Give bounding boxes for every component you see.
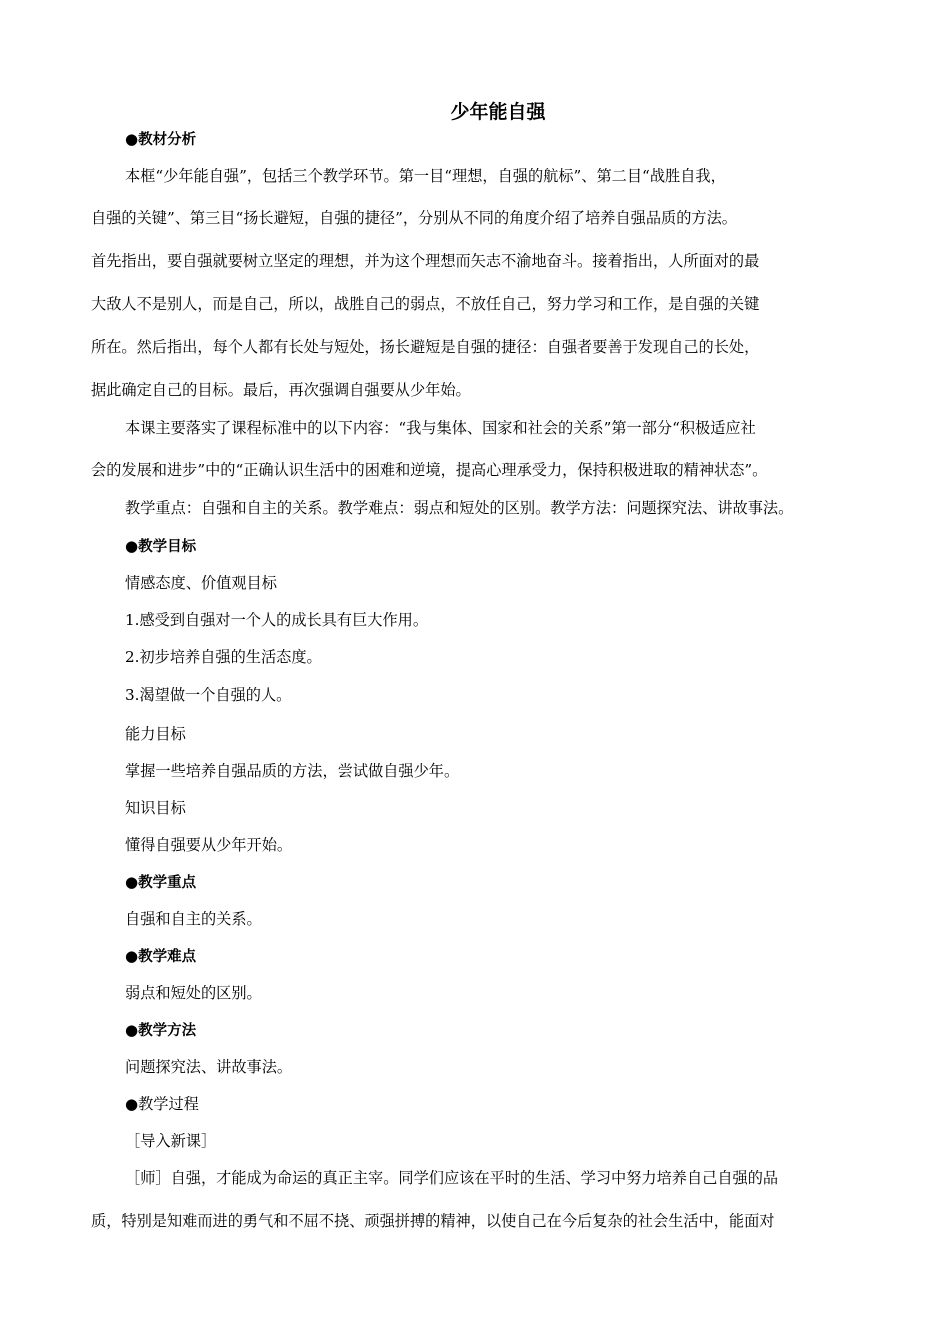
bullet-icon: ● [125,947,139,965]
section-heading-goals: ●教学目标 [125,537,197,555]
paragraph-line: 本课主要落实了课程标准中的以下内容：“我与集体、国家和社会的关系”第一部分“积极适应社 [125,419,756,437]
paragraph-line: 质，特别是知难而进的勇气和不屈不挠、顽强拼搏的精神，以使自己在今后复杂的社会生活中，能面对 [91,1212,775,1230]
goal-category-label: 能力目标 [125,725,186,743]
bullet-icon: ● [125,130,139,148]
paragraph-line: 自强的关键”、第三目“扬长避短，自强的捷径”，分别从不同的角度介绍了培养自强品质的方法。 [91,209,737,227]
bullet-icon: ● [125,1021,139,1039]
paragraph-line: ［师］自强，才能成为命运的真正主宰。同学们应该在平时的生活、学习中努力培养自己自强的品 [125,1169,779,1187]
goal-category-label: 知识目标 [125,799,186,817]
section-heading-process: ●教学过程 [125,1095,199,1113]
goal-text: 懂得自强要从少年开始。 [125,836,293,854]
goal-text: 掌握一些培养自强品质的方法，尝试做自强少年。 [125,762,460,780]
section-text: 弱点和短处的区别。 [125,984,262,1002]
section-text: 自强和自主的关系。 [125,910,262,928]
bullet-icon: ● [125,1095,139,1113]
section-heading-key: ●教学重点 [125,873,197,891]
paragraph-line: 大敌人不是别人，而是自己，所以，战胜自己的弱点，不放任自己，努力学习和工作，是自强的关键 [91,295,760,313]
paragraph-line: 教学重点：自强和自主的关系。教学难点：弱点和短处的区别。教学方法：问题探究法、讲故事法。 [125,499,794,517]
section-heading-method: ●教学方法 [125,1021,197,1039]
paragraph-line: 所在。然后指出，每个人都有长处与短处，扬长避短是自强的捷径：自强者要善于发现自己的长处， [91,338,760,356]
paragraph-line: 本框“少年能自强”，包括三个教学环节。第一目“理想，自强的航标”、第二目“战胜自我， [125,167,726,185]
goal-item: 2.初步培养自强的生活态度。 [125,648,322,666]
paragraph-line: 会的发展和进步”中的“正确认识生活中的困难和逆境，提高心理承受力，保持积极进取的精神状态”。 [91,461,768,479]
paragraph-line: 据此确定自己的目标。最后，再次强调自强要从少年始。 [91,381,471,399]
section-heading-difficulty: ●教学难点 [125,947,197,965]
goal-item: 3.渴望做一个自强的人。 [125,686,292,704]
page-title: 少年能自强 [450,101,546,123]
section-text: 问题探究法、讲故事法。 [125,1058,293,1076]
goal-category-label: 情感态度、价值观目标 [125,574,277,592]
paragraph-line: 首先指出，要自强就要树立坚定的理想，并为这个理想而矢志不渝地奋斗。接着指出，人所面对的最 [91,252,760,270]
goal-item: 1.感受到自强对一个人的成长具有巨大作用。 [125,611,429,629]
bullet-icon: ● [125,873,139,891]
bullet-icon: ● [125,537,139,555]
section-heading-analysis: ●教材分析 [125,130,197,148]
subsection-label: ［导入新课］ [125,1132,217,1150]
